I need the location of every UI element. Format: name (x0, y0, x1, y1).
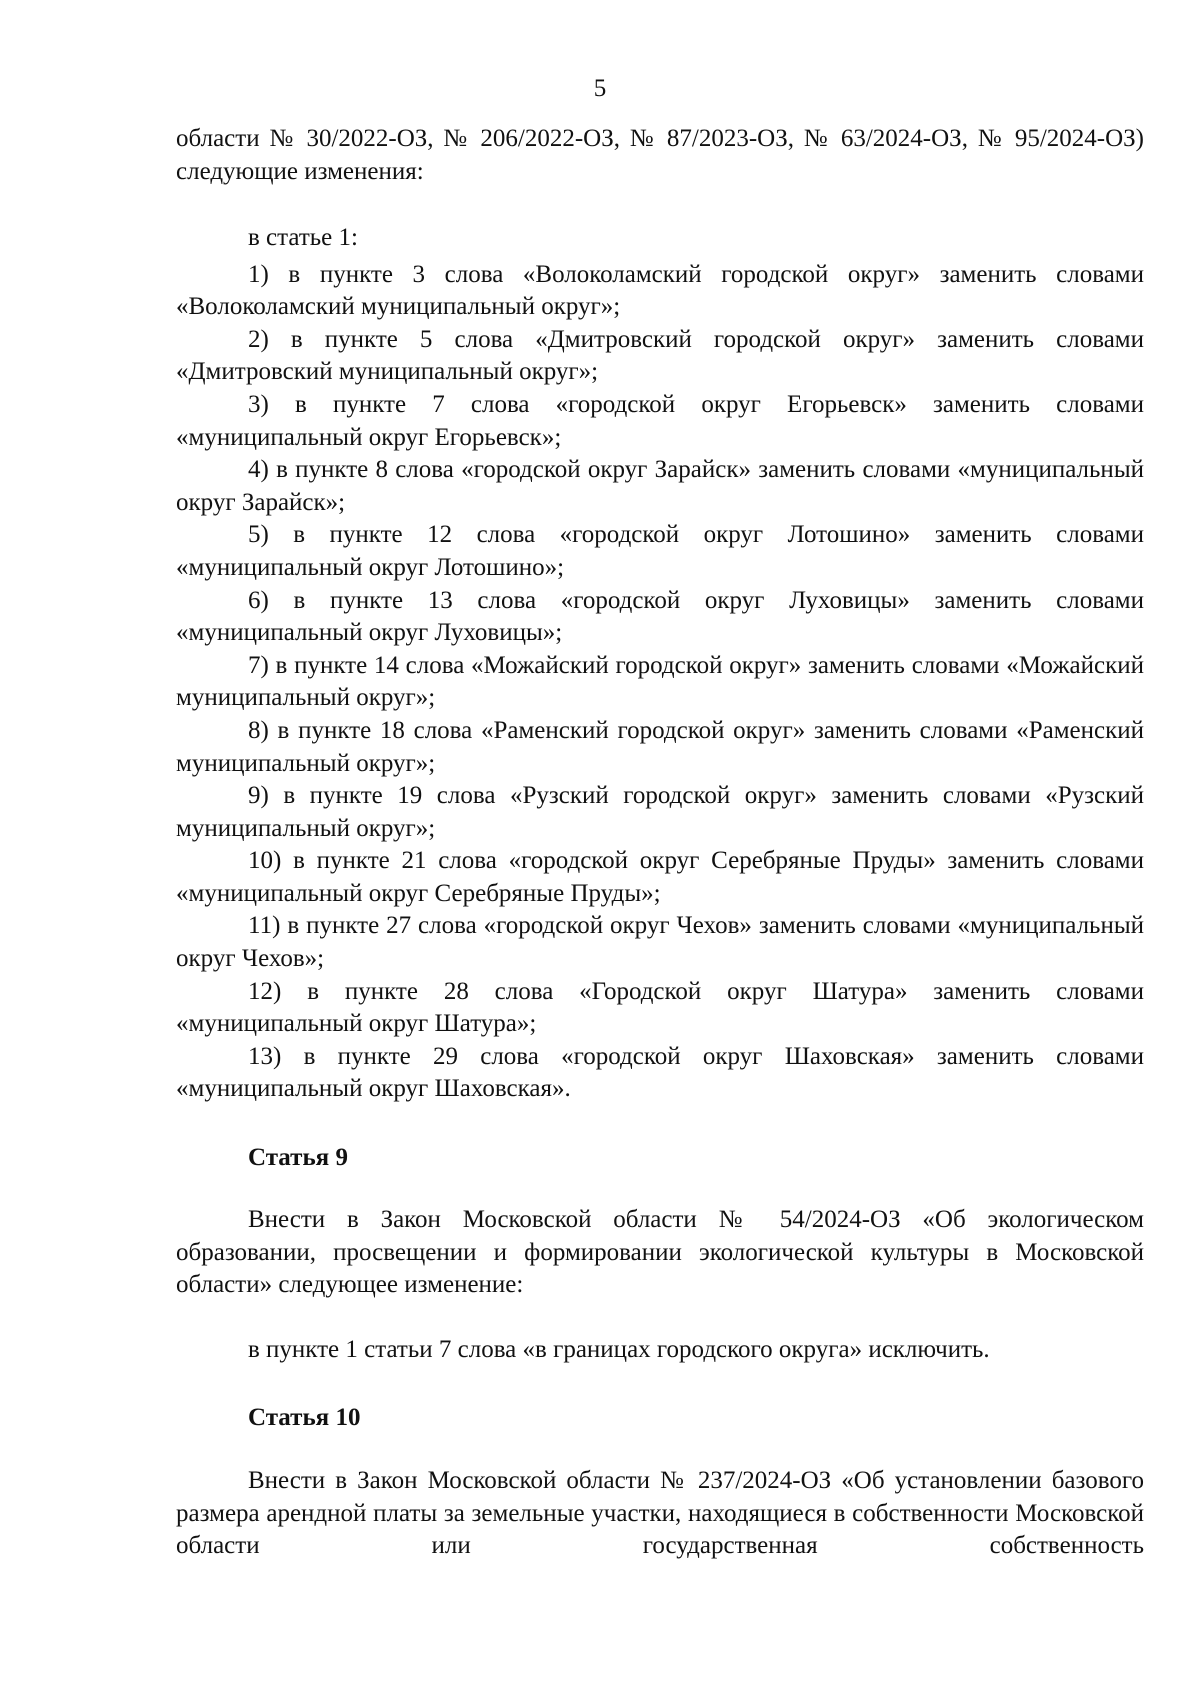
page-number: 5 (593, 75, 607, 102)
article-9-body-block (176, 1204, 1144, 1302)
list-item: 12) в пункте 28 слова «Городской округ Шатура» заменить словами «муниципальный округ Шатура»; (176, 977, 1144, 1038)
article-9-body: Внести в Закон Московской области № 54/2024-ОЗ «Об экологическом образовании, просвещении и формировании экологической культуры в Московской области» следующее изменение: (176, 1206, 1144, 1299)
article-9-change-block (176, 1334, 1144, 1367)
article-9-change: в пункте 1 статьи 7 слова «в границах городского округа» исключить. (248, 1336, 990, 1363)
amendments-block (176, 222, 1144, 1106)
list-item: 2) в пункте 5 слова «Дмитровский городской округ» заменить словами «Дмитровский муниципальный округ»; (176, 325, 1144, 386)
list-item: 6) в пункте 13 слова «городской округ Луховицы» заменить словами «муниципальный округ Луховицы»; (176, 586, 1144, 647)
article-10-body: Внести в Закон Московской области № 237/2024-ОЗ «Об установлении базового размера арендной платы за земельные участки, находящиеся в собственности Московской области или государственная собственность (176, 1467, 1144, 1560)
article-9-heading: Статья 9 (248, 1144, 348, 1171)
intro-block (176, 123, 1144, 188)
list-item: 7) в пункте 14 слова «Можайский городской округ» заменить словами «Можайский муниципальный округ»; (176, 651, 1144, 712)
list-item: 4) в пункте 8 слова «городской округ Зарайск» заменить словами «муниципальный округ Зарайск»; (176, 456, 1144, 516)
intro-continuation: области № 30/2022-ОЗ, № 206/2022-ОЗ, № 87/2023-ОЗ, № 63/2024-ОЗ, № 95/2024-ОЗ) следующие изменения: (176, 125, 1144, 185)
list-item: 3) в пункте 7 слова «городской округ Егорьевск» заменить словами «муниципальный округ Егорьевск»; (176, 390, 1144, 451)
article-10-body-block (176, 1465, 1144, 1563)
list-item: 5) в пункте 12 слова «городской округ Лотошино» заменить словами «муниципальный округ Лотошино»; (176, 521, 1144, 581)
list-item: 10) в пункте 21 слова «городской округ Серебряные Пруды» заменить словами «муниципальный округ Серебряные Пруды»; (176, 847, 1144, 907)
list-item: 11) в пункте 27 слова «городской округ Чехов» заменить словами «муниципальный округ Чехов»; (176, 912, 1144, 973)
list-item: 1) в пункте 3 слова «Волоколамский городской округ» заменить словами «Волоколамский муниципальный округ»; (176, 260, 1144, 321)
article-10-heading: Статья 10 (248, 1404, 361, 1431)
article-ref: в статье 1: (248, 224, 358, 251)
list-item: 9) в пункте 19 слова «Рузский городской округ» заменить словами «Рузский муниципальный округ»; (176, 782, 1144, 842)
list-item: 13) в пункте 29 слова «городской округ Шаховская» заменить словами «муниципальный округ Шаховская». (176, 1042, 1144, 1103)
list-item: 8) в пункте 18 слова «Раменский городской округ» заменить словами «Раменский муниципальный округ»; (176, 716, 1144, 777)
